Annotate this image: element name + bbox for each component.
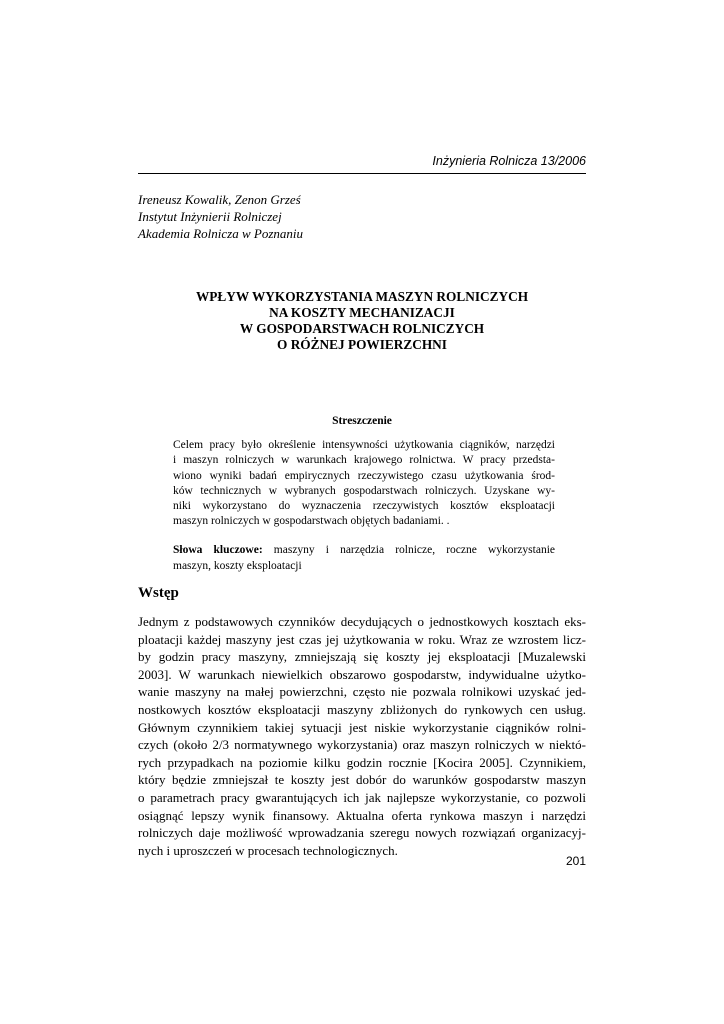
keywords-line2: maszyn, koszty eksploatacji bbox=[173, 560, 302, 572]
body-line: nych i uproszczeń w procesach technologicznych. bbox=[138, 842, 398, 858]
title-line: WPŁYW WYKORZYSTANIA MASZYN ROLNICZYCH bbox=[195, 289, 529, 304]
abstract-line: maszyn rolniczych w gospodarstwach objętych badaniami. . bbox=[173, 515, 450, 528]
body-line: 2003]. W warunkach niewielkich obszarowo gospodarstw, indywidualne użytko- bbox=[138, 666, 586, 682]
body-line: który będzie zmniejszał te koszty jest dobór do warunków gospodarstw maszyn bbox=[138, 772, 586, 788]
intro-paragraph bbox=[138, 613, 586, 859]
keywords bbox=[173, 542, 555, 574]
author-names: Ireneusz Kowalik, Zenon Grześ bbox=[138, 192, 301, 207]
author-block bbox=[138, 191, 303, 242]
title-line: W GOSPODARSTWACH ROLNICZYCH bbox=[239, 321, 485, 336]
body-line: Jednym z podstawowych czynników decydujących o jednostkowych kosztach eks- bbox=[138, 614, 586, 629]
author-institute: Instytut Inżynierii Rolniczej bbox=[138, 209, 282, 224]
abstract-line: ków technicznych w wybranych gospodarstwach rolniczych. Uzyskane wy- bbox=[173, 484, 555, 497]
paper-title bbox=[138, 289, 586, 353]
header-rule bbox=[138, 173, 586, 174]
page-number: 201 bbox=[565, 854, 586, 868]
author-university: Akademia Rolnicza w Poznaniu bbox=[138, 226, 304, 241]
abstract-line: i maszyn rolniczych w warunkach krajowego rolnictwa. W pracy przedsta- bbox=[173, 454, 555, 467]
body-line: by godzin pracy maszyny, zmniejszają się koszty jej eksploatacji [Muzalewski bbox=[138, 649, 586, 665]
abstract-line: niki wykorzystano do wyznaczenia rzeczywistych kosztów eksploatacji bbox=[173, 500, 555, 513]
keywords-line bbox=[173, 542, 555, 558]
section-heading-intro: Wstęp bbox=[138, 585, 179, 601]
abstract-line: Celem pracy było określenie intensywności użytkowania ciągników, narzędzi bbox=[173, 439, 555, 451]
journal-header: Inżynieria Rolnicza 13/2006 bbox=[432, 154, 586, 168]
body-line: czych (około 2/3 normatywnego wykorzystania) oraz maszyn rolniczych w niektó- bbox=[138, 737, 586, 753]
keywords-line1: maszyny i narzędzia rolnicze, roczne wykorzystanie bbox=[273, 544, 556, 556]
body-line: wanie maszyny na małej powierzchni, często nie pozwala rolnikowi uzyskać jed- bbox=[138, 684, 586, 700]
abstract-heading: Streszczenie bbox=[332, 415, 392, 427]
title-line: NA KOSZTY MECHANIZACJI bbox=[269, 305, 455, 320]
body-line: o parametrach pracy gwarantujących ich jak najlepsze wykorzystanie, co pozwoli bbox=[138, 789, 586, 805]
body-line: rolniczych daje możliwość wprowadzania szeregu nowych rozwiązań organizacyj- bbox=[138, 825, 586, 841]
body-line: Głównym czynnikiem takiej sytuacji jest niskie wykorzystanie ciągników rolni- bbox=[138, 719, 586, 735]
keywords-label: Słowa kluczowe: bbox=[173, 544, 263, 556]
abstract-text bbox=[173, 438, 555, 530]
body-line: nostkowych kosztów eksploatacji maszyny zbliżonych do rynkowych cen usług. bbox=[138, 701, 586, 717]
body-line: rych przypadkach na poziomie kilku godzin rocznie [Kocira 2005]. Czynnikiem, bbox=[138, 754, 586, 770]
abstract-line: wiono wyniki badań empirycznych rzeczywistego czasu użytkowania środ- bbox=[173, 469, 555, 482]
body-line: ploatacji każdej maszyny jest czas jej użytkowania w roku. Wraz ze wzrostem licz- bbox=[138, 631, 586, 647]
body-line: osiągnąć lepszy wynik finansowy. Aktualna oferta rynkowa maszyn i narzędzi bbox=[138, 807, 586, 823]
title-line: O RÓŻNEJ POWIERZCHNI bbox=[277, 337, 447, 352]
